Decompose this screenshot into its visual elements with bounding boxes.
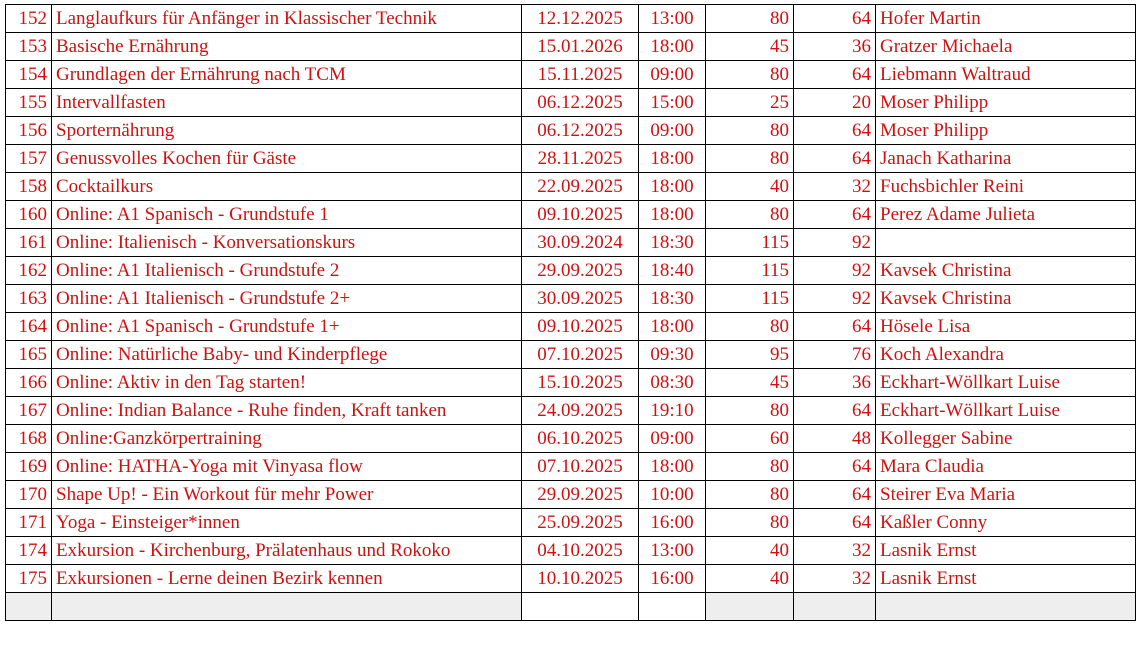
cell-id[interactable]: 162 [6, 257, 52, 285]
cell-date[interactable]: 07.10.2025 [522, 341, 639, 369]
cell-discount[interactable]: 64 [794, 313, 876, 341]
cell-title[interactable]: Langlaufkurs für Anfänger in Klassischer Technik [52, 5, 522, 33]
cell-time[interactable]: 19:10 [639, 397, 706, 425]
cell-tutor[interactable]: Kaßler Conny [876, 509, 1136, 537]
cell-time[interactable]: 18:00 [639, 145, 706, 173]
cell-price[interactable]: 80 [706, 61, 794, 89]
cell-time[interactable]: 18:00 [639, 453, 706, 481]
cell-id[interactable]: 171 [6, 509, 52, 537]
cell-discount[interactable]: 20 [794, 89, 876, 117]
cell-date[interactable]: 25.09.2025 [522, 509, 639, 537]
cell-date[interactable]: 06.10.2025 [522, 425, 639, 453]
cell-price[interactable]: 45 [706, 33, 794, 61]
cell-tutor[interactable]: Mara Claudia [876, 453, 1136, 481]
cell-discount[interactable]: 64 [794, 481, 876, 509]
table-row[interactable] [6, 341, 1136, 369]
cell-title[interactable]: Online: A1 Italienisch - Grundstufe 2+ [52, 285, 522, 313]
cell-title[interactable]: Exkursionen - Lerne deinen Bezirk kennen [52, 565, 522, 593]
cell-id[interactable]: 161 [6, 229, 52, 257]
cell-id[interactable]: 153 [6, 33, 52, 61]
cell-tutor[interactable]: Fuchsbichler Reini [876, 173, 1136, 201]
cell-tutor[interactable]: Hösele Lisa [876, 313, 1136, 341]
cell-title[interactable]: Yoga - Einsteiger*innen [52, 509, 522, 537]
cell-title[interactable] [52, 593, 522, 621]
cell-price[interactable] [706, 593, 794, 621]
cell-price[interactable]: 80 [706, 509, 794, 537]
cell-date[interactable]: 06.12.2025 [522, 117, 639, 145]
cell-id[interactable]: 174 [6, 537, 52, 565]
cell-time[interactable]: 09:00 [639, 425, 706, 453]
cell-title[interactable]: Sporternährung [52, 117, 522, 145]
table-row[interactable] [6, 89, 1136, 117]
cell-date[interactable]: 09.10.2025 [522, 313, 639, 341]
cell-price[interactable]: 80 [706, 145, 794, 173]
table-row[interactable] [6, 285, 1136, 313]
cell-price[interactable]: 25 [706, 89, 794, 117]
cell-price[interactable]: 80 [706, 453, 794, 481]
cell-price[interactable]: 80 [706, 117, 794, 145]
cell-date[interactable]: 07.10.2025 [522, 453, 639, 481]
cell-id[interactable]: 170 [6, 481, 52, 509]
cell-id[interactable]: 155 [6, 89, 52, 117]
table-row[interactable] [6, 509, 1136, 537]
table-row[interactable] [6, 453, 1136, 481]
table-row[interactable] [6, 313, 1136, 341]
cell-tutor[interactable]: Kavsek Christina [876, 257, 1136, 285]
table-row[interactable] [6, 481, 1136, 509]
cell-date[interactable]: 30.09.2025 [522, 285, 639, 313]
cell-discount[interactable]: 32 [794, 173, 876, 201]
cell-price[interactable]: 40 [706, 537, 794, 565]
cell-discount[interactable]: 92 [794, 229, 876, 257]
cell-date[interactable]: 24.09.2025 [522, 397, 639, 425]
cell-title[interactable]: Cocktailkurs [52, 173, 522, 201]
cell-discount[interactable]: 32 [794, 565, 876, 593]
cell-tutor[interactable]: Liebmann Waltraud [876, 61, 1136, 89]
cell-time[interactable]: 13:00 [639, 537, 706, 565]
cell-tutor[interactable]: Janach Katharina [876, 145, 1136, 173]
cell-id[interactable]: 169 [6, 453, 52, 481]
cell-time[interactable]: 18:30 [639, 229, 706, 257]
cell-price[interactable]: 80 [706, 397, 794, 425]
cell-date[interactable]: 30.09.2024 [522, 229, 639, 257]
cell-id[interactable] [6, 593, 52, 621]
cell-discount[interactable] [794, 593, 876, 621]
table-row[interactable] [6, 201, 1136, 229]
cell-time[interactable]: 10:00 [639, 481, 706, 509]
cell-time[interactable]: 16:00 [639, 509, 706, 537]
cell-title[interactable]: Online: HATHA-Yoga mit Vinyasa flow [52, 453, 522, 481]
cell-id[interactable]: 168 [6, 425, 52, 453]
cell-title[interactable]: Intervallfasten [52, 89, 522, 117]
table-row[interactable] [6, 173, 1136, 201]
cell-title[interactable]: Online:Ganzkörpertraining [52, 425, 522, 453]
cell-tutor[interactable]: Eckhart-Wöllkart Luise [876, 397, 1136, 425]
cell-price[interactable]: 45 [706, 369, 794, 397]
cell-discount[interactable]: 64 [794, 61, 876, 89]
cell-date[interactable]: 15.01.2026 [522, 33, 639, 61]
cell-date[interactable]: 12.12.2025 [522, 5, 639, 33]
cell-discount[interactable]: 64 [794, 453, 876, 481]
cell-price[interactable]: 40 [706, 173, 794, 201]
cell-date[interactable]: 04.10.2025 [522, 537, 639, 565]
table-body [6, 5, 1136, 621]
cell-tutor[interactable]: Moser Philipp [876, 117, 1136, 145]
cell-discount[interactable]: 92 [794, 257, 876, 285]
cell-id[interactable]: 156 [6, 117, 52, 145]
cell-title[interactable]: Online: Indian Balance - Ruhe finden, Kraft tanken [52, 397, 522, 425]
cell-tutor[interactable]: Kavsek Christina [876, 285, 1136, 313]
table-row[interactable] [6, 117, 1136, 145]
cell-price[interactable]: 115 [706, 285, 794, 313]
cell-discount[interactable]: 36 [794, 369, 876, 397]
table-row[interactable] [6, 397, 1136, 425]
cell-tutor[interactable]: Hofer Martin [876, 5, 1136, 33]
cell-date[interactable]: 06.12.2025 [522, 89, 639, 117]
cell-discount[interactable]: 64 [794, 397, 876, 425]
course-table [5, 4, 1136, 621]
table-row[interactable] [6, 537, 1136, 565]
table-row[interactable] [6, 229, 1136, 257]
cell-time[interactable]: 15:00 [639, 89, 706, 117]
table-row[interactable] [6, 425, 1136, 453]
cell-id[interactable]: 167 [6, 397, 52, 425]
cell-price[interactable]: 40 [706, 565, 794, 593]
cell-date[interactable]: 28.11.2025 [522, 145, 639, 173]
cell-discount[interactable]: 64 [794, 509, 876, 537]
cell-discount[interactable]: 64 [794, 117, 876, 145]
cell-time[interactable]: 18:30 [639, 285, 706, 313]
cell-title[interactable]: Genussvolles Kochen für Gäste [52, 145, 522, 173]
cell-discount[interactable]: 36 [794, 33, 876, 61]
cell-title[interactable]: Basische Ernährung [52, 33, 522, 61]
cell-id[interactable]: 164 [6, 313, 52, 341]
cell-time[interactable]: 18:00 [639, 173, 706, 201]
cell-discount[interactable]: 32 [794, 537, 876, 565]
cell-price[interactable]: 80 [706, 201, 794, 229]
cell-price[interactable]: 115 [706, 229, 794, 257]
cell-title[interactable]: Online: Italienisch - Konversationskurs [52, 229, 522, 257]
cell-price[interactable]: 80 [706, 313, 794, 341]
cell-date[interactable]: 22.09.2025 [522, 173, 639, 201]
cell-time[interactable]: 13:00 [639, 5, 706, 33]
cell-discount[interactable]: 76 [794, 341, 876, 369]
cell-tutor[interactable]: Moser Philipp [876, 89, 1136, 117]
cell-time[interactable]: 09:30 [639, 341, 706, 369]
cell-title[interactable]: Online: A1 Spanisch - Grundstufe 1 [52, 201, 522, 229]
cell-title[interactable]: Online: A1 Italienisch - Grundstufe 2 [52, 257, 522, 285]
cell-time[interactable]: 18:00 [639, 33, 706, 61]
cell-id[interactable]: 175 [6, 565, 52, 593]
cell-id[interactable]: 158 [6, 173, 52, 201]
cell-date[interactable]: 29.09.2025 [522, 481, 639, 509]
cell-time[interactable]: 18:00 [639, 201, 706, 229]
cell-tutor[interactable]: Perez Adame Julieta [876, 201, 1136, 229]
table-row[interactable] [6, 565, 1136, 593]
table-row[interactable] [6, 369, 1136, 397]
cell-date[interactable]: 10.10.2025 [522, 565, 639, 593]
cell-discount[interactable]: 48 [794, 425, 876, 453]
cell-discount[interactable]: 92 [794, 285, 876, 313]
cell-price[interactable]: 115 [706, 257, 794, 285]
cell-price[interactable]: 80 [706, 481, 794, 509]
cell-time[interactable]: 16:00 [639, 565, 706, 593]
table-row[interactable] [6, 145, 1136, 173]
cell-tutor[interactable]: Kollegger Sabine [876, 425, 1136, 453]
cell-time[interactable]: 18:40 [639, 257, 706, 285]
cell-id[interactable]: 166 [6, 369, 52, 397]
table-row[interactable] [6, 5, 1136, 33]
cell-id[interactable]: 154 [6, 61, 52, 89]
cell-title[interactable]: Exkursion - Kirchenburg, Prälatenhaus und Rokoko [52, 537, 522, 565]
cell-price[interactable]: 95 [706, 341, 794, 369]
cell-id[interactable]: 157 [6, 145, 52, 173]
cell-tutor[interactable]: Gratzer Michaela [876, 33, 1136, 61]
cell-time[interactable] [639, 593, 706, 621]
cell-id[interactable]: 165 [6, 341, 52, 369]
cell-price[interactable]: 80 [706, 5, 794, 33]
table-row[interactable] [6, 33, 1136, 61]
cell-title[interactable]: Online: A1 Spanisch - Grundstufe 1+ [52, 313, 522, 341]
cell-discount[interactable]: 64 [794, 145, 876, 173]
cell-date[interactable]: 29.09.2025 [522, 257, 639, 285]
cell-price[interactable]: 60 [706, 425, 794, 453]
cell-title[interactable]: Grundlagen der Ernährung nach TCM [52, 61, 522, 89]
cell-tutor[interactable] [876, 593, 1136, 621]
cell-date[interactable]: 15.10.2025 [522, 369, 639, 397]
cell-tutor[interactable]: Eckhart-Wöllkart Luise [876, 369, 1136, 397]
cell-title[interactable]: Shape Up! - Ein Workout für mehr Power [52, 481, 522, 509]
cell-tutor[interactable]: Lasnik Ernst [876, 537, 1136, 565]
cell-tutor[interactable]: Koch Alexandra [876, 341, 1136, 369]
cell-tutor[interactable]: Steirer Eva Maria [876, 481, 1136, 509]
cell-title[interactable]: Online: Natürliche Baby- und Kinderpflege [52, 341, 522, 369]
cell-discount[interactable]: 64 [794, 5, 876, 33]
cell-date[interactable] [522, 593, 639, 621]
table-row[interactable] [6, 61, 1136, 89]
cell-time[interactable]: 09:00 [639, 117, 706, 145]
cell-discount[interactable]: 64 [794, 201, 876, 229]
cell-id[interactable]: 163 [6, 285, 52, 313]
table-row[interactable] [6, 593, 1136, 621]
table-row[interactable] [6, 257, 1136, 285]
cell-time[interactable]: 09:00 [639, 61, 706, 89]
cell-time[interactable]: 18:00 [639, 313, 706, 341]
cell-date[interactable]: 09.10.2025 [522, 201, 639, 229]
cell-id[interactable]: 152 [6, 5, 52, 33]
cell-time[interactable]: 08:30 [639, 369, 706, 397]
cell-tutor[interactable] [876, 229, 1136, 257]
cell-date[interactable]: 15.11.2025 [522, 61, 639, 89]
cell-title[interactable]: Online: Aktiv in den Tag starten! [52, 369, 522, 397]
cell-id[interactable]: 160 [6, 201, 52, 229]
cell-tutor[interactable]: Lasnik Ernst [876, 565, 1136, 593]
